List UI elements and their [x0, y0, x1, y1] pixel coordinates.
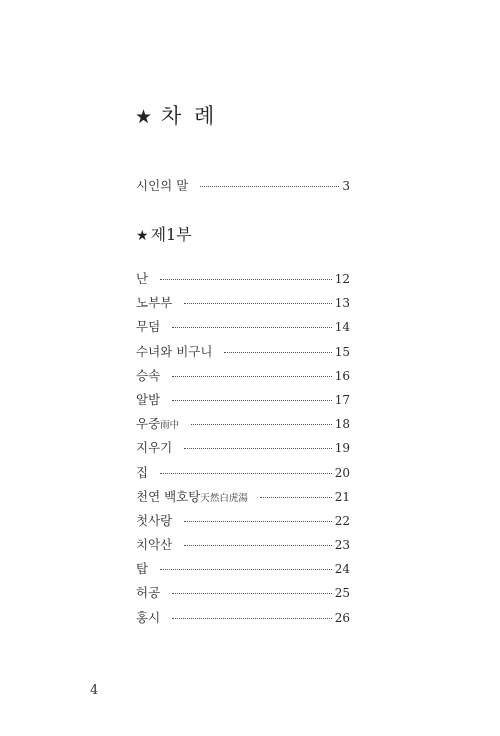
toc-entry-hanja: 天然白虎湯	[200, 492, 248, 504]
toc-entry-title: 탑	[136, 561, 149, 577]
toc-entry-page: 25	[334, 586, 350, 601]
toc-entry-hanja: 雨中	[160, 420, 180, 432]
toc-row	[136, 174, 350, 198]
toc-entry-page: 24	[334, 562, 350, 577]
toc-heading-text: 차 례	[161, 104, 218, 128]
toc-entry-page: 13	[334, 296, 350, 311]
dot-leader	[200, 185, 339, 187]
toc-row	[136, 485, 350, 509]
page-number: 4	[90, 683, 99, 698]
toc-entry-page: 22	[334, 513, 350, 528]
toc-entry-title: 천연 백호탕	[136, 488, 201, 504]
dot-leader	[184, 447, 331, 449]
toc-entry-title: 집	[136, 464, 149, 480]
star-icon: ★	[135, 106, 156, 128]
toc-row	[136, 315, 350, 339]
toc-entry-page: 20	[334, 465, 350, 480]
toc-entry-page: 21	[334, 489, 350, 504]
toc-row	[136, 291, 350, 315]
dot-leader	[160, 472, 332, 474]
dot-leader	[191, 423, 332, 425]
toc-row	[136, 509, 350, 533]
toc-entry-title: 치악산	[136, 537, 173, 553]
toc-entry-page: 23	[334, 538, 350, 553]
part-heading	[136, 222, 192, 245]
toc-entry-title: 노부부	[136, 295, 173, 311]
dot-leader	[172, 375, 332, 377]
toc-list	[136, 267, 350, 630]
toc-entry-page: 14	[334, 320, 350, 335]
toc-entry-title: 수녀와 비구니	[136, 343, 213, 359]
toc-entry-title: 시인의 말	[136, 178, 189, 193]
toc-entry-title: 난	[136, 271, 149, 286]
toc-entry-title: 홍시	[136, 609, 161, 625]
toc-entry-title: 우중	[136, 416, 161, 432]
dot-leader	[184, 544, 331, 546]
toc-row	[136, 388, 350, 412]
toc-entry-title: 무덤	[136, 319, 161, 335]
toc-entry-title: 승속	[136, 367, 161, 383]
toc-entry-page: 18	[334, 417, 350, 432]
preface-entry	[136, 174, 350, 198]
dot-leader	[172, 617, 332, 619]
toc-row	[136, 436, 350, 460]
toc-row	[136, 581, 350, 605]
toc-entry-title: 알밤	[136, 391, 161, 407]
toc-entry-page: 15	[334, 344, 350, 359]
dot-leader	[184, 302, 331, 304]
toc-row	[136, 412, 350, 436]
toc-entry-page: 26	[334, 610, 350, 625]
toc-entry-page: 17	[334, 392, 350, 407]
toc-row	[136, 340, 350, 364]
toc-entry-page: 16	[334, 368, 350, 383]
toc-entry-title: 지우기	[136, 440, 173, 456]
dot-leader	[172, 326, 332, 328]
toc-row	[136, 533, 350, 557]
toc-entry-page: 3	[342, 179, 350, 193]
dot-leader	[172, 592, 332, 594]
dot-leader	[184, 520, 331, 522]
dot-leader	[260, 496, 332, 498]
toc-row	[136, 557, 350, 581]
toc-heading	[135, 100, 217, 130]
toc-row	[136, 606, 350, 630]
toc-entry-page: 19	[334, 441, 350, 456]
toc-entry-page: 12	[334, 272, 350, 286]
toc-row	[136, 267, 350, 291]
part-heading-text: 제1부	[150, 225, 192, 244]
dot-leader	[224, 351, 331, 353]
toc-entry-title: 허공	[136, 585, 161, 601]
dot-leader	[160, 568, 332, 570]
toc-row	[136, 364, 350, 388]
dot-leader	[172, 399, 332, 401]
toc-entry-title: 첫사랑	[136, 512, 173, 528]
dot-leader	[160, 278, 332, 280]
toc-row	[136, 461, 350, 485]
star-icon: ★	[136, 228, 149, 244]
